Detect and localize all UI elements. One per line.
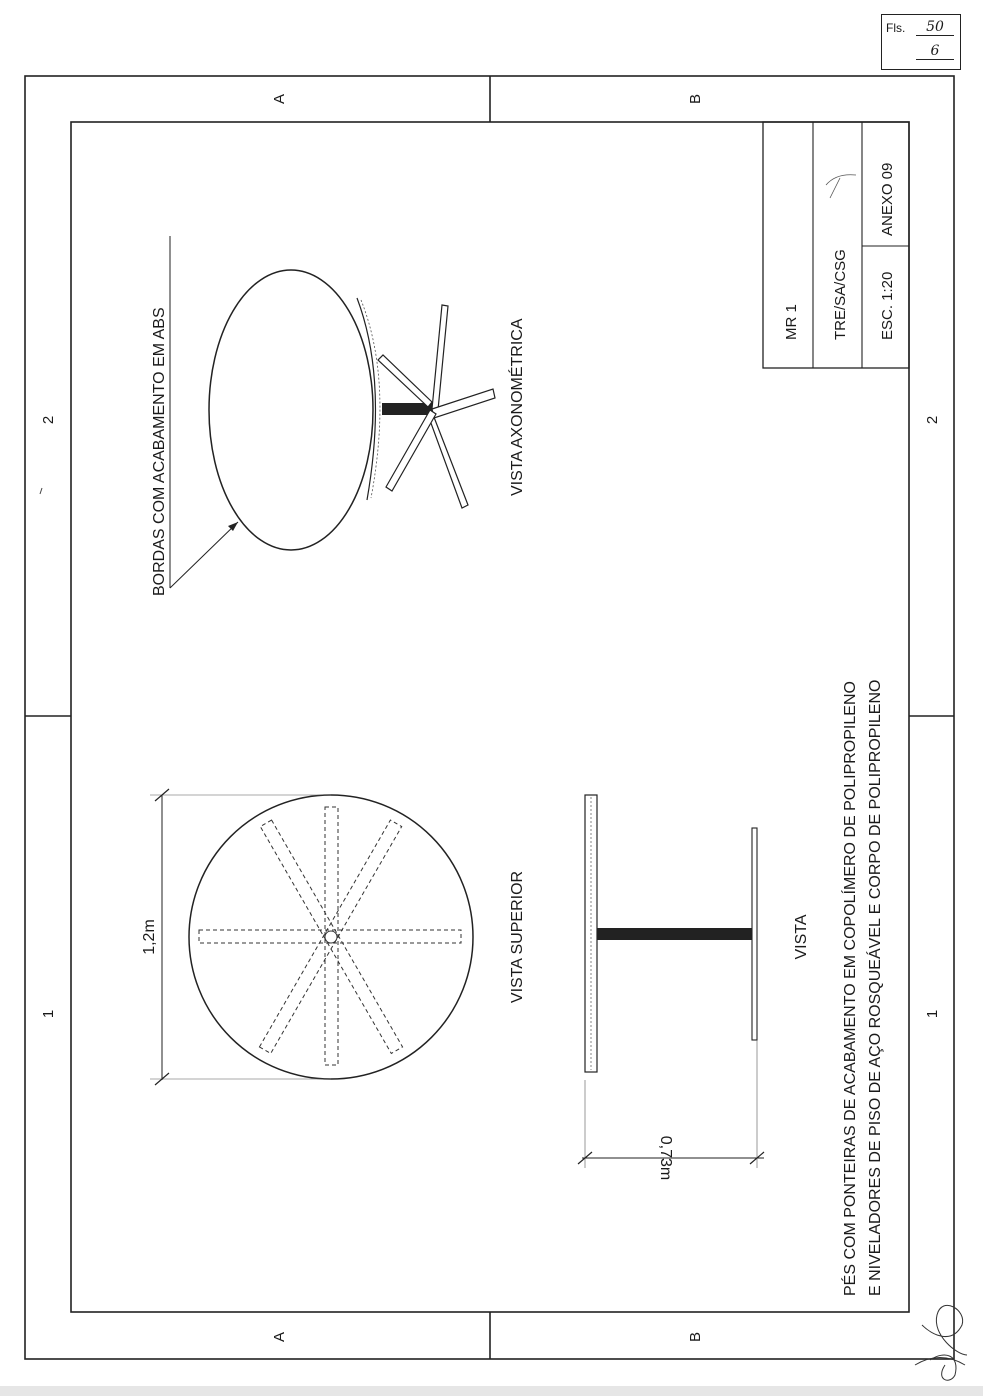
top-view-label: VISTA SUPERIOR bbox=[509, 870, 526, 1004]
title-scale: ESC. 1:20 bbox=[879, 271, 896, 340]
initials-mark bbox=[826, 175, 856, 198]
stamp-page-number: 50 bbox=[916, 19, 954, 36]
zone-left-bottom: 1 bbox=[40, 1009, 57, 1019]
title-annex: ANEXO 09 bbox=[879, 162, 896, 236]
stamp-label: Fls. bbox=[886, 21, 906, 35]
outer-frame bbox=[25, 76, 954, 1359]
side-view bbox=[578, 795, 810, 1180]
zone-right-bottom: 1 bbox=[924, 1009, 941, 1019]
title-org: TRE/SA/CSG bbox=[832, 249, 849, 340]
note-line-1: PÉS COM PONTEIRAS DE ACABAMENTO EM COPOLÍMERO DE POLIPROPILENO bbox=[842, 681, 859, 1296]
side-dimension: 0,73m bbox=[657, 1135, 674, 1181]
axon-view-label: VISTA AXONOMÉTRICA bbox=[509, 318, 526, 496]
title-code: MR 1 bbox=[783, 304, 800, 340]
page-stamp bbox=[881, 14, 961, 70]
stamp-sub-number: 6 bbox=[916, 43, 954, 60]
title-block bbox=[763, 122, 909, 368]
zone-bottom-left: A bbox=[271, 1331, 288, 1343]
zone-right-top: 2 bbox=[924, 415, 941, 425]
zone-left-top: 2 bbox=[40, 415, 57, 425]
signature-mark bbox=[915, 1305, 967, 1380]
axonometric-view bbox=[151, 236, 526, 596]
inner-frame bbox=[71, 122, 909, 1312]
note-line-2: E NIVELADORES DE PISO DE AÇO ROSQUEÁVEL E CORPO DE POLIPROPILENO bbox=[867, 679, 884, 1296]
zone-top-right: B bbox=[687, 93, 704, 105]
zone-bottom-right: B bbox=[687, 1331, 704, 1343]
side-view-label: VISTA bbox=[793, 914, 810, 960]
zone-top-left: A bbox=[271, 93, 288, 105]
scan-edge bbox=[0, 1386, 983, 1396]
top-dimension: 1,2m bbox=[141, 919, 158, 955]
top-view bbox=[141, 789, 526, 1085]
axon-callout-text: BORDAS COM ACABAMENTO EM ABS bbox=[151, 307, 168, 596]
stray-mark bbox=[40, 488, 42, 494]
